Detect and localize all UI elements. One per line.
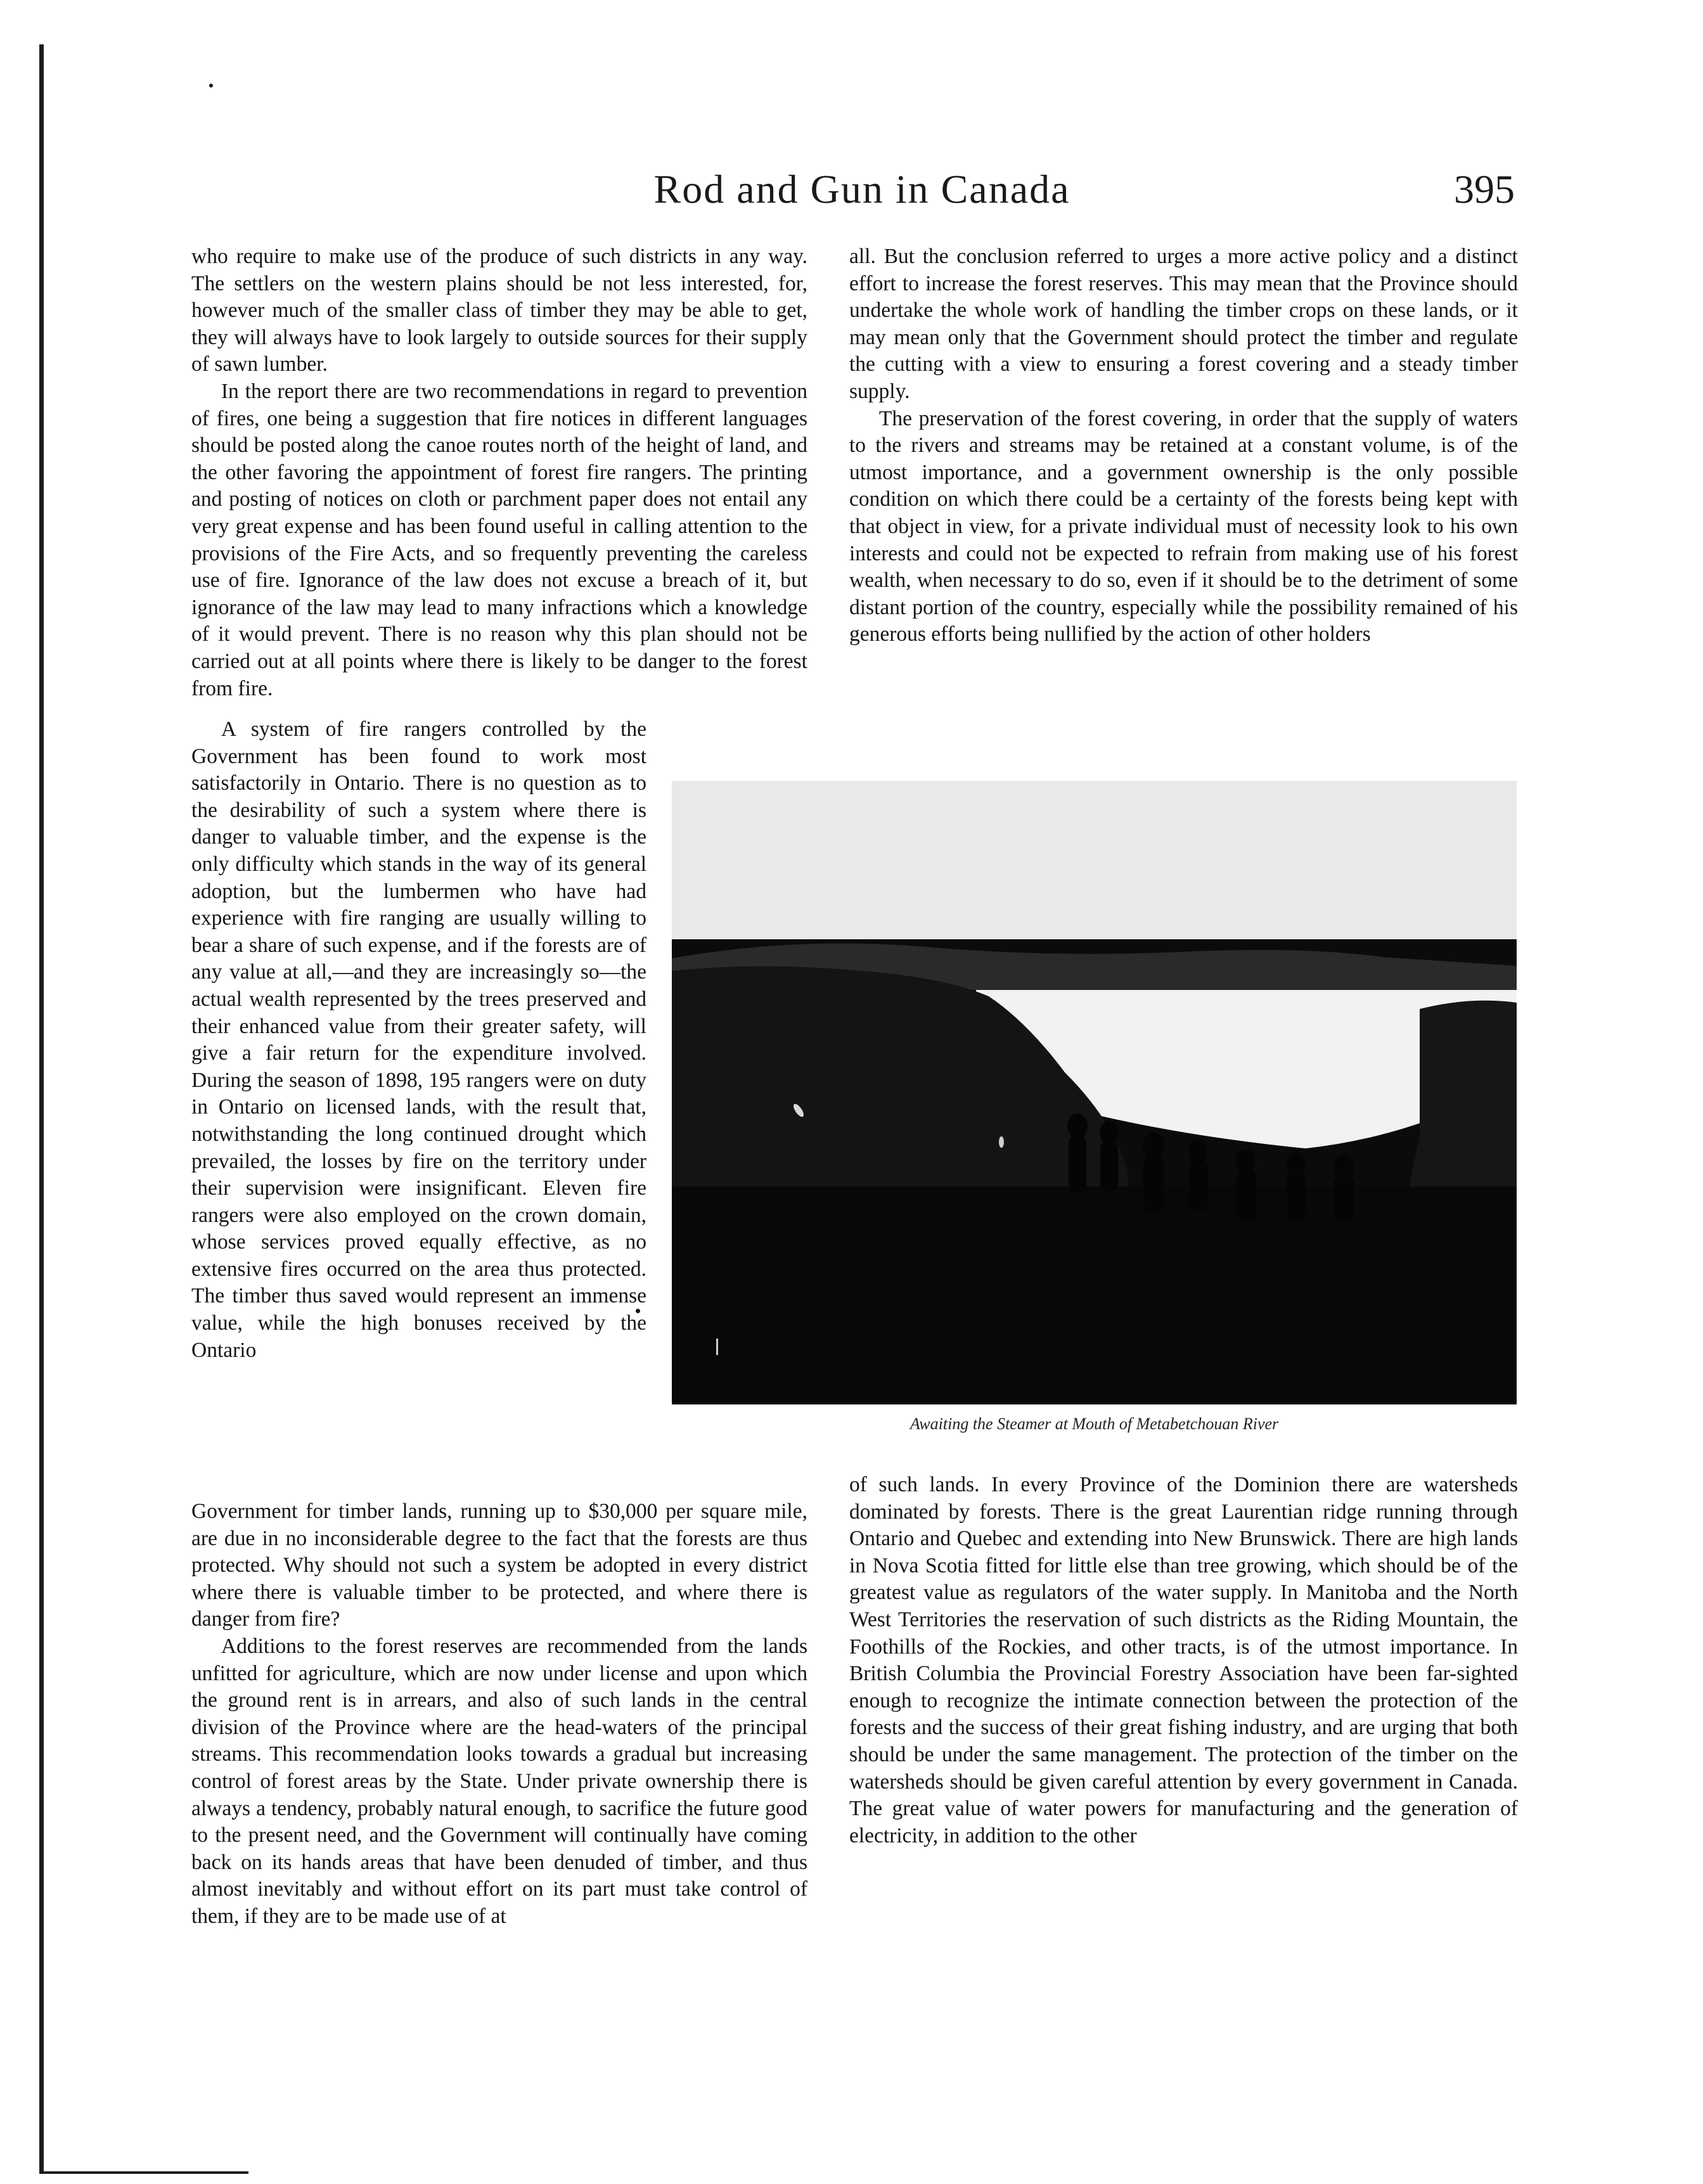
body-paragraph: Additions to the forest reserves are recommended from the lands unfitted for agriculture, which are now under license and upon which the ground rent is in arrears, and also of such lands in the central division of the Province where are the head-waters of the principal streams. This recommendation looks towards a gradual but increasing control of forest areas by the State. Under private ownership there is always a tendency, probably natural enough, to sacrifice the future good to the present need, and the Government will continually have coming back on its hands areas that have been denuded of timber, and thus almost inevitably and without effort on its part must take control of them, if they are to be made use of at (191, 1634, 807, 1928)
left-column-top (191, 243, 807, 702)
page-binding-foot (39, 2171, 248, 2174)
photo-caption: Awaiting the Steamer at Mouth of Metabetchouan River (909, 1415, 1279, 1433)
body-paragraph: A system of fire rangers controlled by the Government has been found to work most satisfactorily in Ontario. There is no question as to the desirability of such a system where there is danger to valuable timber, and the expense is the only difficulty which stands in the way of its general adoption, but the lumbermen who have had experience with fire ranging are usually willing to bear a share of such expense, and if the forests are of any value at all,—and they are increasingly so—the actual wealth represented by the trees preserved and their enhanced value from their greater safety, will give a fair return for the expenditure involved. During the season of 1898, 195 rangers were on duty in Ontario on licensed lands, with the result that, notwithstanding the long continued drought which prevailed, the losses by fire on the territory under their supervision were insignificant. Eleven fire rangers were also employed on the crown domain, whose services proved equally effective, as no extensive fires occurred on the area thus protected. The timber thus saved would represent an immense value, while the high bonuses received by the Ontario (191, 717, 646, 1362)
print-speck (209, 84, 213, 87)
body-paragraph: of such lands. In every Province of the Dominion there are watersheds dominated by forests. There is the great Laurentian ridge running through Ontario and Quebec and extending into New Brunswick. There are high lands in Nova Scotia fitted for little else than tree growing, which should be of the greatest value as regulators of the water supply. In Manitoba and the North West Territories the reservation of such districts as the Riding Mountain, the Foothills of the Rockies, and other tracts, is of the utmost importance. In British Columbia the Provincial Forestry Association have been far-sighted enough to recognize the intimate connection between the protection of the forests and the success of their great fishing industry, and are urging that both should be under the same management. The protection of the timber on the watersheds should be given careful attention by every government in Canada. The great value of water powers for manufacturing and the generation of electricity, in addition to the other (849, 1473, 1518, 1847)
body-paragraph: Government for timber lands, running up to $30,000 per square mile, are due in no inconsiderable degree to the fact that the forests are thus protected. Why should not such a system be adopted in every district where there is valuable timber to be protected, and where there is danger from fire? (191, 1500, 807, 1631)
body-paragraph: The preservation of the forest covering, in order that the supply of waters to the rivers and streams may be retained at a constant volume, is of the utmost importance, and a government ownership is the only possible condition on which there could be a certainty of the forests being kept with that object in view, for a private individual must of necessity look to his own interests and could not be expected to refrain from making use of his forest wealth, when necessary to do so, even if it should be to the detriment of some distant portion of the country, especially while the possibility remained of his generous efforts being nullified by the action of other holders (849, 406, 1518, 646)
right-column-bottom (849, 1472, 1518, 1849)
left-column-bottom (191, 1498, 807, 1930)
page-binding-edge (39, 44, 44, 2174)
photo-illustration (672, 781, 1517, 1404)
running-head-title: Rod and Gun in Canada (653, 167, 1070, 212)
right-column-top (849, 243, 1518, 648)
body-paragraph: who require to make use of the produce of such districts in any way. The settlers on the western plains should be not less interested, for, however much of the smaller class of timber they may be able to get, they will always have to look largely to outside sources for their supply of sawn lumber. (191, 245, 807, 376)
body-paragraph: all. But the conclusion referred to urges a more active policy and a distinct effort to increase the forest reserves. This may mean that the Province should undertake the whole work of handling the timber crops on these lands, or it may mean only that the Government should protect the timber and regulate the cutting with a view to ensuring a forest covering and a steady timber supply. (849, 245, 1518, 403)
lake-photograph (672, 781, 1517, 1404)
page-number: 395 (1454, 167, 1515, 212)
left-column-narrow (191, 716, 646, 1364)
body-paragraph: In the report there are two recommendations in regard to prevention of fires, one being a suggestion that fire notices in different languages should be posted along the canoe routes north of the height of land, and the other favoring the appointment of forest fire rangers. The printing and posting of notices on cloth or parchment paper does not entail any very great expense and has been found useful in calling attention to the provisions of the Fire Acts, and so frequently preventing the careless use of fire. Ignorance of the law does not excuse a breach of it, but ignorance of the law may lead to many infractions which a knowledge of it would prevent. There is no reason why this plan should not be carried out at all points where there is likely to be danger to the forest from fire. (191, 379, 807, 700)
